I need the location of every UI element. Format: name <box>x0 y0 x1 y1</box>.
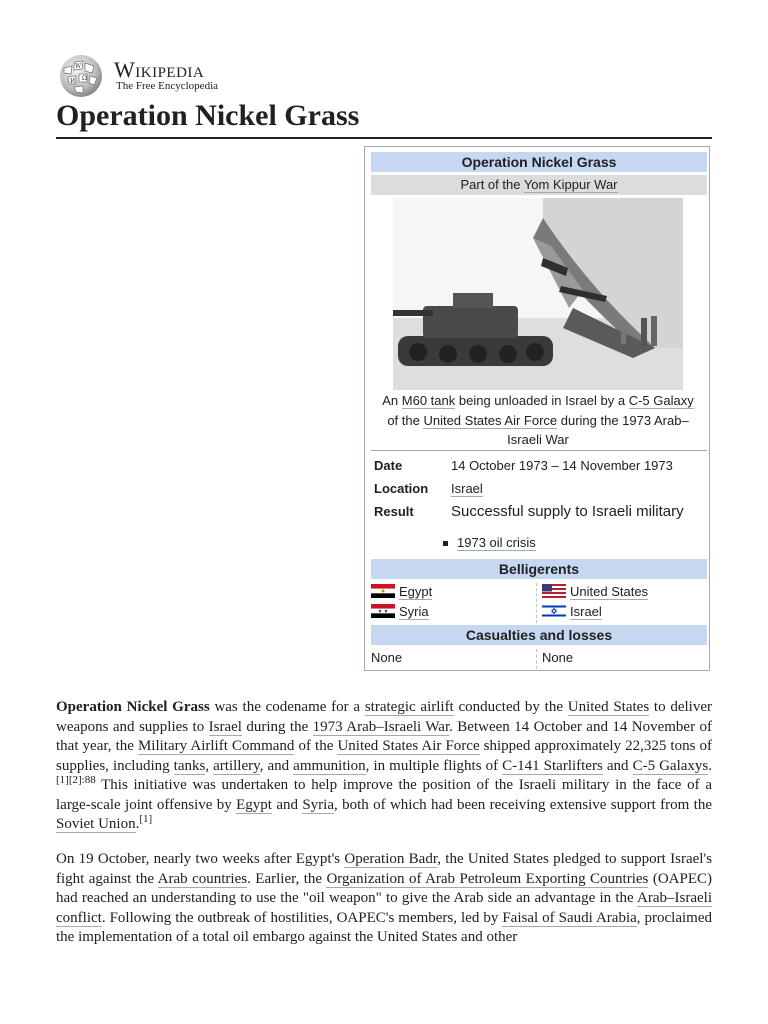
artillery-link[interactable]: artillery <box>213 757 260 774</box>
result-label: Result <box>374 504 414 519</box>
yom-kippur-war-link[interactable]: Yom Kippur War <box>523 177 618 192</box>
syria-link[interactable]: Syria <box>399 604 429 619</box>
text: was the codename for a <box>209 699 365 715</box>
text: shipped approximately 22,325 tons of supplies, including <box>56 738 712 774</box>
belligerents-divider <box>536 583 537 623</box>
oil-crisis-link[interactable]: 1973 oil crisis <box>457 535 536 550</box>
text: This initiative was undertaken to help improve the position of the Israeli military in the face of a large-scale joint offensive by <box>56 777 712 813</box>
strategic-airlift-link[interactable]: strategic airlift <box>364 699 454 715</box>
arab-countries-link[interactable]: Arab countries <box>157 870 248 887</box>
c5-galaxy-article-link[interactable]: C-5 Galaxys <box>632 757 709 774</box>
article-subject: Operation Nickel Grass <box>56 699 210 715</box>
united-states-link[interactable]: United States <box>570 584 649 599</box>
text: , proclaimed the implementation of a total oil embargo against the United States and other <box>56 909 712 945</box>
usaf-article-link[interactable]: United States Air Force <box>337 738 480 754</box>
citation-1b[interactable]: [1] <box>139 813 153 825</box>
text: , both of which had been receiving extensive support from the <box>334 796 712 813</box>
oapec-link[interactable]: Organization of Arab Petroleum Exporting Countries <box>326 870 649 887</box>
infobox-title: Operation Nickel Grass <box>371 152 707 172</box>
text: , the United States pledged to support Israel's fight against the <box>56 851 712 887</box>
site-tagline: The Free Encyclopedia <box>116 80 219 92</box>
text: to deliver weapons and supplies to <box>56 699 713 735</box>
infobox-divider <box>371 450 707 451</box>
caption-text: of the <box>387 412 424 428</box>
text: . Following the outbreak of hostilities, OAPEC's members, led by <box>101 909 503 926</box>
result-value: Successful supply to Israeli military <box>451 503 684 520</box>
casualties-left: None <box>371 650 403 665</box>
text: conducted by the <box>453 699 568 715</box>
site-wordmark[interactable]: Wikipedia <box>114 57 205 82</box>
citation-group <box>139 813 152 825</box>
text: . Earlier, the <box>247 870 327 887</box>
text: . Between 14 October and 14 November of that year, the <box>56 718 712 754</box>
usaf-link[interactable]: United States Air Force <box>423 412 558 428</box>
casualties-divider <box>536 649 537 669</box>
m60-tank-unloading-photo[interactable] <box>393 198 683 390</box>
caption-text: during the 1973 Arab–Israeli War <box>507 412 689 447</box>
oil-crisis-bullet <box>457 535 536 550</box>
soviet-union-link[interactable]: Soviet Union <box>56 816 136 832</box>
article-paragraph-2 <box>56 850 712 948</box>
israel-flag-icon <box>542 604 566 618</box>
egypt-link[interactable]: Egypt <box>399 584 433 599</box>
syria-flag-icon <box>371 604 395 618</box>
egypt-article-link[interactable]: Egypt <box>236 796 272 813</box>
svg-text:Ω: Ω <box>82 75 87 82</box>
article-paragraph-1 <box>56 698 712 835</box>
caption-text: being unloaded in Israel by a <box>455 393 629 408</box>
caption-text: An <box>382 393 402 408</box>
text: On 19 October, nearly two weeks after Egypt's <box>56 851 345 867</box>
wikipedia-globe-icon[interactable] <box>56 54 106 98</box>
egypt-flag-icon <box>371 584 395 598</box>
text: (OAPEC) had reached an understanding to use the "oil weapon" to give the Arab side an advantage in the <box>56 870 712 906</box>
faisal-link[interactable]: Faisal of Saudi Arabia <box>502 909 637 926</box>
date-label: Date <box>374 458 403 473</box>
israel-link[interactable]: Israel <box>570 604 602 619</box>
location-label: Location <box>374 481 429 496</box>
photo-caption <box>373 391 703 450</box>
operation-badr-link[interactable]: Operation Badr <box>344 851 438 867</box>
belligerent-egypt <box>371 584 432 599</box>
israel-article-link[interactable]: Israel <box>208 718 242 735</box>
military-airlift-command-link[interactable]: Military Airlift Command <box>137 738 295 754</box>
casualties-header: Casualties and losses <box>371 625 707 645</box>
text: of the <box>294 738 338 754</box>
citation-1[interactable]: [1] <box>56 774 69 786</box>
text: and <box>271 796 303 813</box>
arab-israeli-conflict-link[interactable]: Arab–Israeli conflict <box>56 890 712 926</box>
citation-page: :88 <box>81 774 96 786</box>
part-of-prefix: Part of the <box>460 177 524 192</box>
m60-tank-link[interactable]: M60 tank <box>401 393 456 408</box>
belligerent-syria <box>371 604 429 619</box>
date-value: 14 October 1973 – 14 November 1973 <box>451 458 673 473</box>
citation-group <box>56 774 96 786</box>
svg-text:W: W <box>75 63 82 70</box>
ammunition-link[interactable]: ammunition <box>293 757 366 774</box>
united-states-article-link[interactable]: United States <box>567 699 650 715</box>
text: and <box>602 757 633 774</box>
text: . <box>708 757 713 774</box>
syria-article-link[interactable]: Syria <box>302 796 334 813</box>
text: , and <box>259 757 294 774</box>
text: during the <box>241 718 313 735</box>
infobox <box>364 146 710 671</box>
belligerent-united-states <box>542 584 648 599</box>
c141-starlifter-link[interactable]: C-141 Starlifters <box>502 757 603 774</box>
text: . <box>135 816 140 832</box>
c5-galaxy-link[interactable]: C-5 Galaxy <box>628 393 694 408</box>
text: , in multiple flights of <box>365 757 503 774</box>
arab-israeli-war-link[interactable]: 1973 Arab–Israeli War <box>312 718 450 735</box>
casualties-right: None <box>542 650 574 665</box>
location-israel-link[interactable]: Israel <box>451 481 483 496</box>
infobox-part-of <box>371 175 707 195</box>
text: , <box>205 757 214 774</box>
tanks-link[interactable]: tanks <box>173 757 206 774</box>
page-title: Operation Nickel Grass <box>56 97 712 139</box>
citation-2[interactable]: [2] <box>68 774 82 786</box>
us-flag-icon <box>542 584 566 598</box>
belligerent-israel <box>542 604 602 619</box>
belligerents-header: Belligerents <box>371 559 707 579</box>
svg-text:И: И <box>70 78 76 85</box>
